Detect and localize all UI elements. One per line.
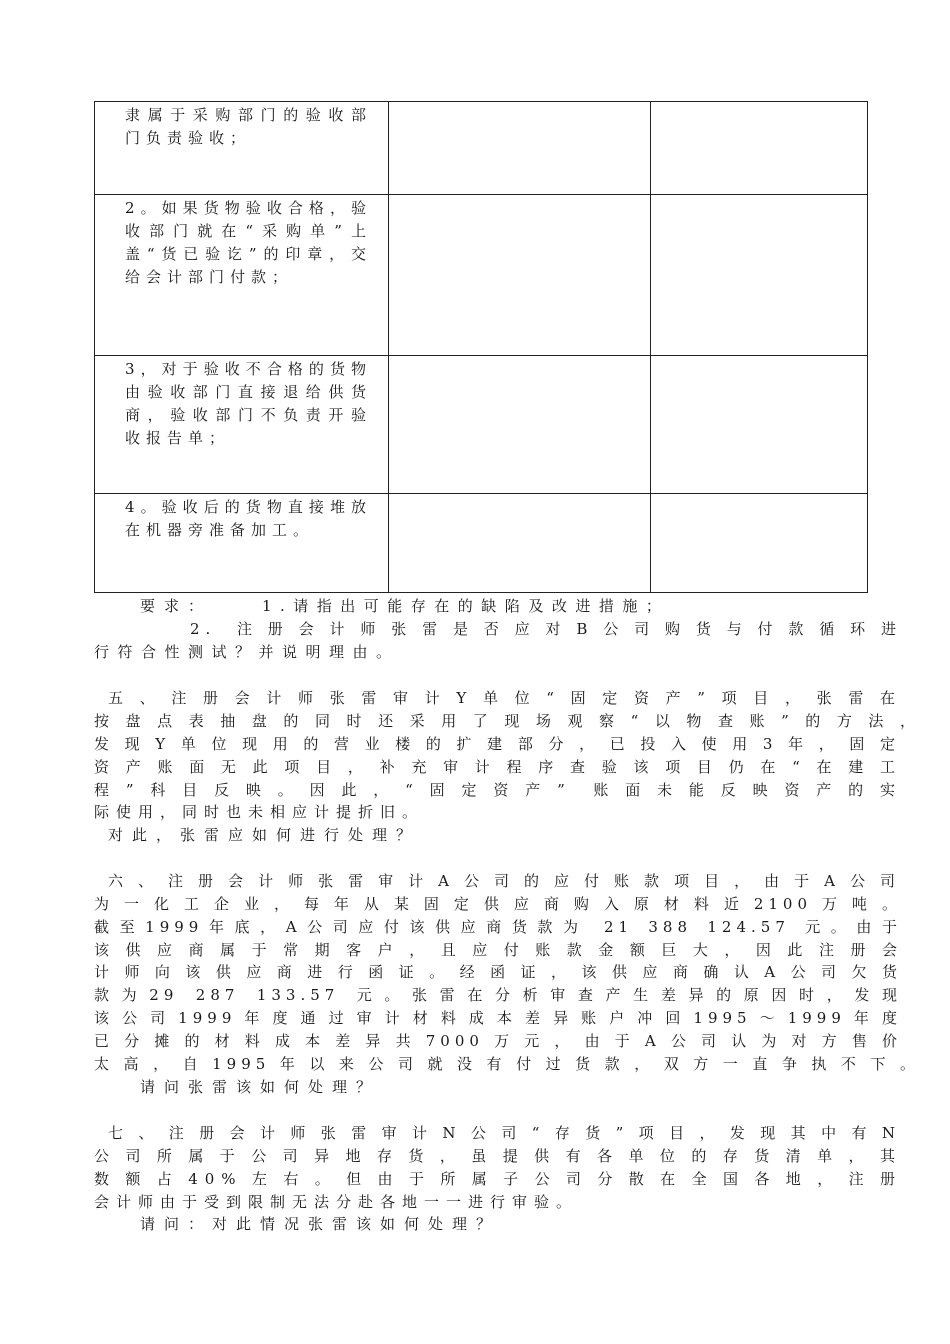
table-cell-empty	[651, 195, 868, 356]
section-6	[108, 870, 902, 893]
section-5-body-2	[94, 733, 902, 824]
cell-text: 4。验收后的货物直接堆放在机器旁准备加工。	[125, 498, 372, 539]
cell-text: 3，对于验收不合格的货物由验收部门直接退给供货商，验收部门不负责开验收报告单；	[125, 360, 372, 447]
paragraph-line: 按盘点表抽盘的同时还采用了现场观察“以物查账”的方法，	[94, 712, 920, 730]
paragraph-line: 五、注册会计师张雷审计Y单位“固定资产”项目，张雷在	[108, 689, 902, 707]
table-row	[95, 356, 868, 494]
table-cell-empty	[389, 195, 651, 356]
paragraph-line: 六、注册会计师张雷审计A公司的应付账款项目，由于A公司	[108, 872, 902, 890]
section-7-question: 请问：对此情况张雷该如何处理？	[140, 1215, 501, 1233]
table-cell-description	[95, 195, 389, 356]
paragraph-line: 计师向该供应商进行函证。经函证，该供应商确认A公司欠货	[94, 963, 902, 982]
table-row	[95, 102, 868, 195]
requirements-item-1: 1.请指出可能存在的缺陷及改进措施；	[262, 597, 670, 615]
paragraph-line: 截至1999年底，A公司应付该供应商货款为 21 388 124.57 元。由于	[94, 917, 902, 936]
section-6-body	[94, 893, 902, 1053]
paragraph-line: 该供应商属于常期客户，且应付账款金额巨大，因此注册会	[94, 940, 902, 959]
table-cell-empty	[389, 494, 651, 593]
table-cell-description	[95, 494, 389, 593]
table-cell-description	[95, 356, 389, 494]
cell-text: 2。如果货物验收合格，验收部门就在“采购单”上盖“货已验讫”的印章，交给会计部门付款；	[125, 199, 372, 286]
paragraph-line: 七、注册会计师张雷审计N公司“存货”项目，发现其中有N	[108, 1124, 902, 1142]
paragraph-line: 际使用，同时也未相应计提折旧。	[94, 803, 425, 822]
cell-text: 隶属于采购部门的验收部门负责验收；	[125, 106, 372, 147]
paragraph-line: 会计师由于受到限制无法分赴各地一一进行审验。	[94, 1192, 579, 1211]
section-5-question: 对此，张雷应如何进行处理？	[108, 826, 421, 844]
paragraph-line: 公司所属于公司异地存货，虽提供有各单位的存货清单，其	[94, 1147, 902, 1165]
paragraph-line: 款为29 287 133.57 元。张雷在分析审查产生差异的原因时，发现	[94, 986, 902, 1005]
paragraph-line: 数额占40%左右。但由于所属子公司分散在全国各地，注册	[94, 1169, 902, 1188]
paragraph-line: 程”科目反映。因此，“固定资产” 账面未能反映资产的实	[94, 780, 902, 799]
table-row	[95, 195, 868, 356]
table-cell-empty	[389, 102, 651, 195]
paragraph-line: 该公司1999年度通过审计材料成本差异账户冲回1995～1999年度	[94, 1008, 902, 1027]
paragraph-line: 资产账面无此项目，补充审计程序查验该项目仍在“在建工	[94, 757, 902, 776]
table-cell-empty	[389, 356, 651, 494]
table-cell-empty	[651, 494, 868, 593]
requirements-label: 要求：	[140, 597, 213, 615]
section-7-body	[94, 1145, 902, 1213]
paragraph-line: 为一化工企业，每年从某固定供应商购入原材料近2100万吨。	[94, 895, 902, 913]
table-cell-empty	[651, 356, 868, 494]
section-5	[108, 687, 902, 710]
section-5-body	[94, 710, 920, 733]
paragraph-line: 发现Y单位现用的营业楼的扩建部分，已投入使用3年，固定	[94, 735, 902, 753]
section-6-last	[94, 1053, 920, 1076]
paragraph-line: 太高，自1995年以来公司就没有付过货款，双方一直争执不下。	[94, 1055, 920, 1073]
section-7	[108, 1122, 902, 1145]
requirements-item-2-cont: 行符合性测试？并说明理由。	[94, 643, 400, 661]
table-cell-empty	[651, 102, 868, 195]
section-6-question: 请问张雷该如何处理？	[140, 1078, 381, 1096]
control-table	[94, 101, 868, 593]
paragraph-line: 已分摊的材料成本差异共7000万元，由于A公司认为对方售价	[94, 1031, 902, 1050]
table-cell-description	[95, 102, 389, 195]
table-row	[95, 494, 868, 593]
requirements-item-2: 2. 注册会计师张雷是否应对B公司购货与付款循环进	[190, 620, 902, 638]
